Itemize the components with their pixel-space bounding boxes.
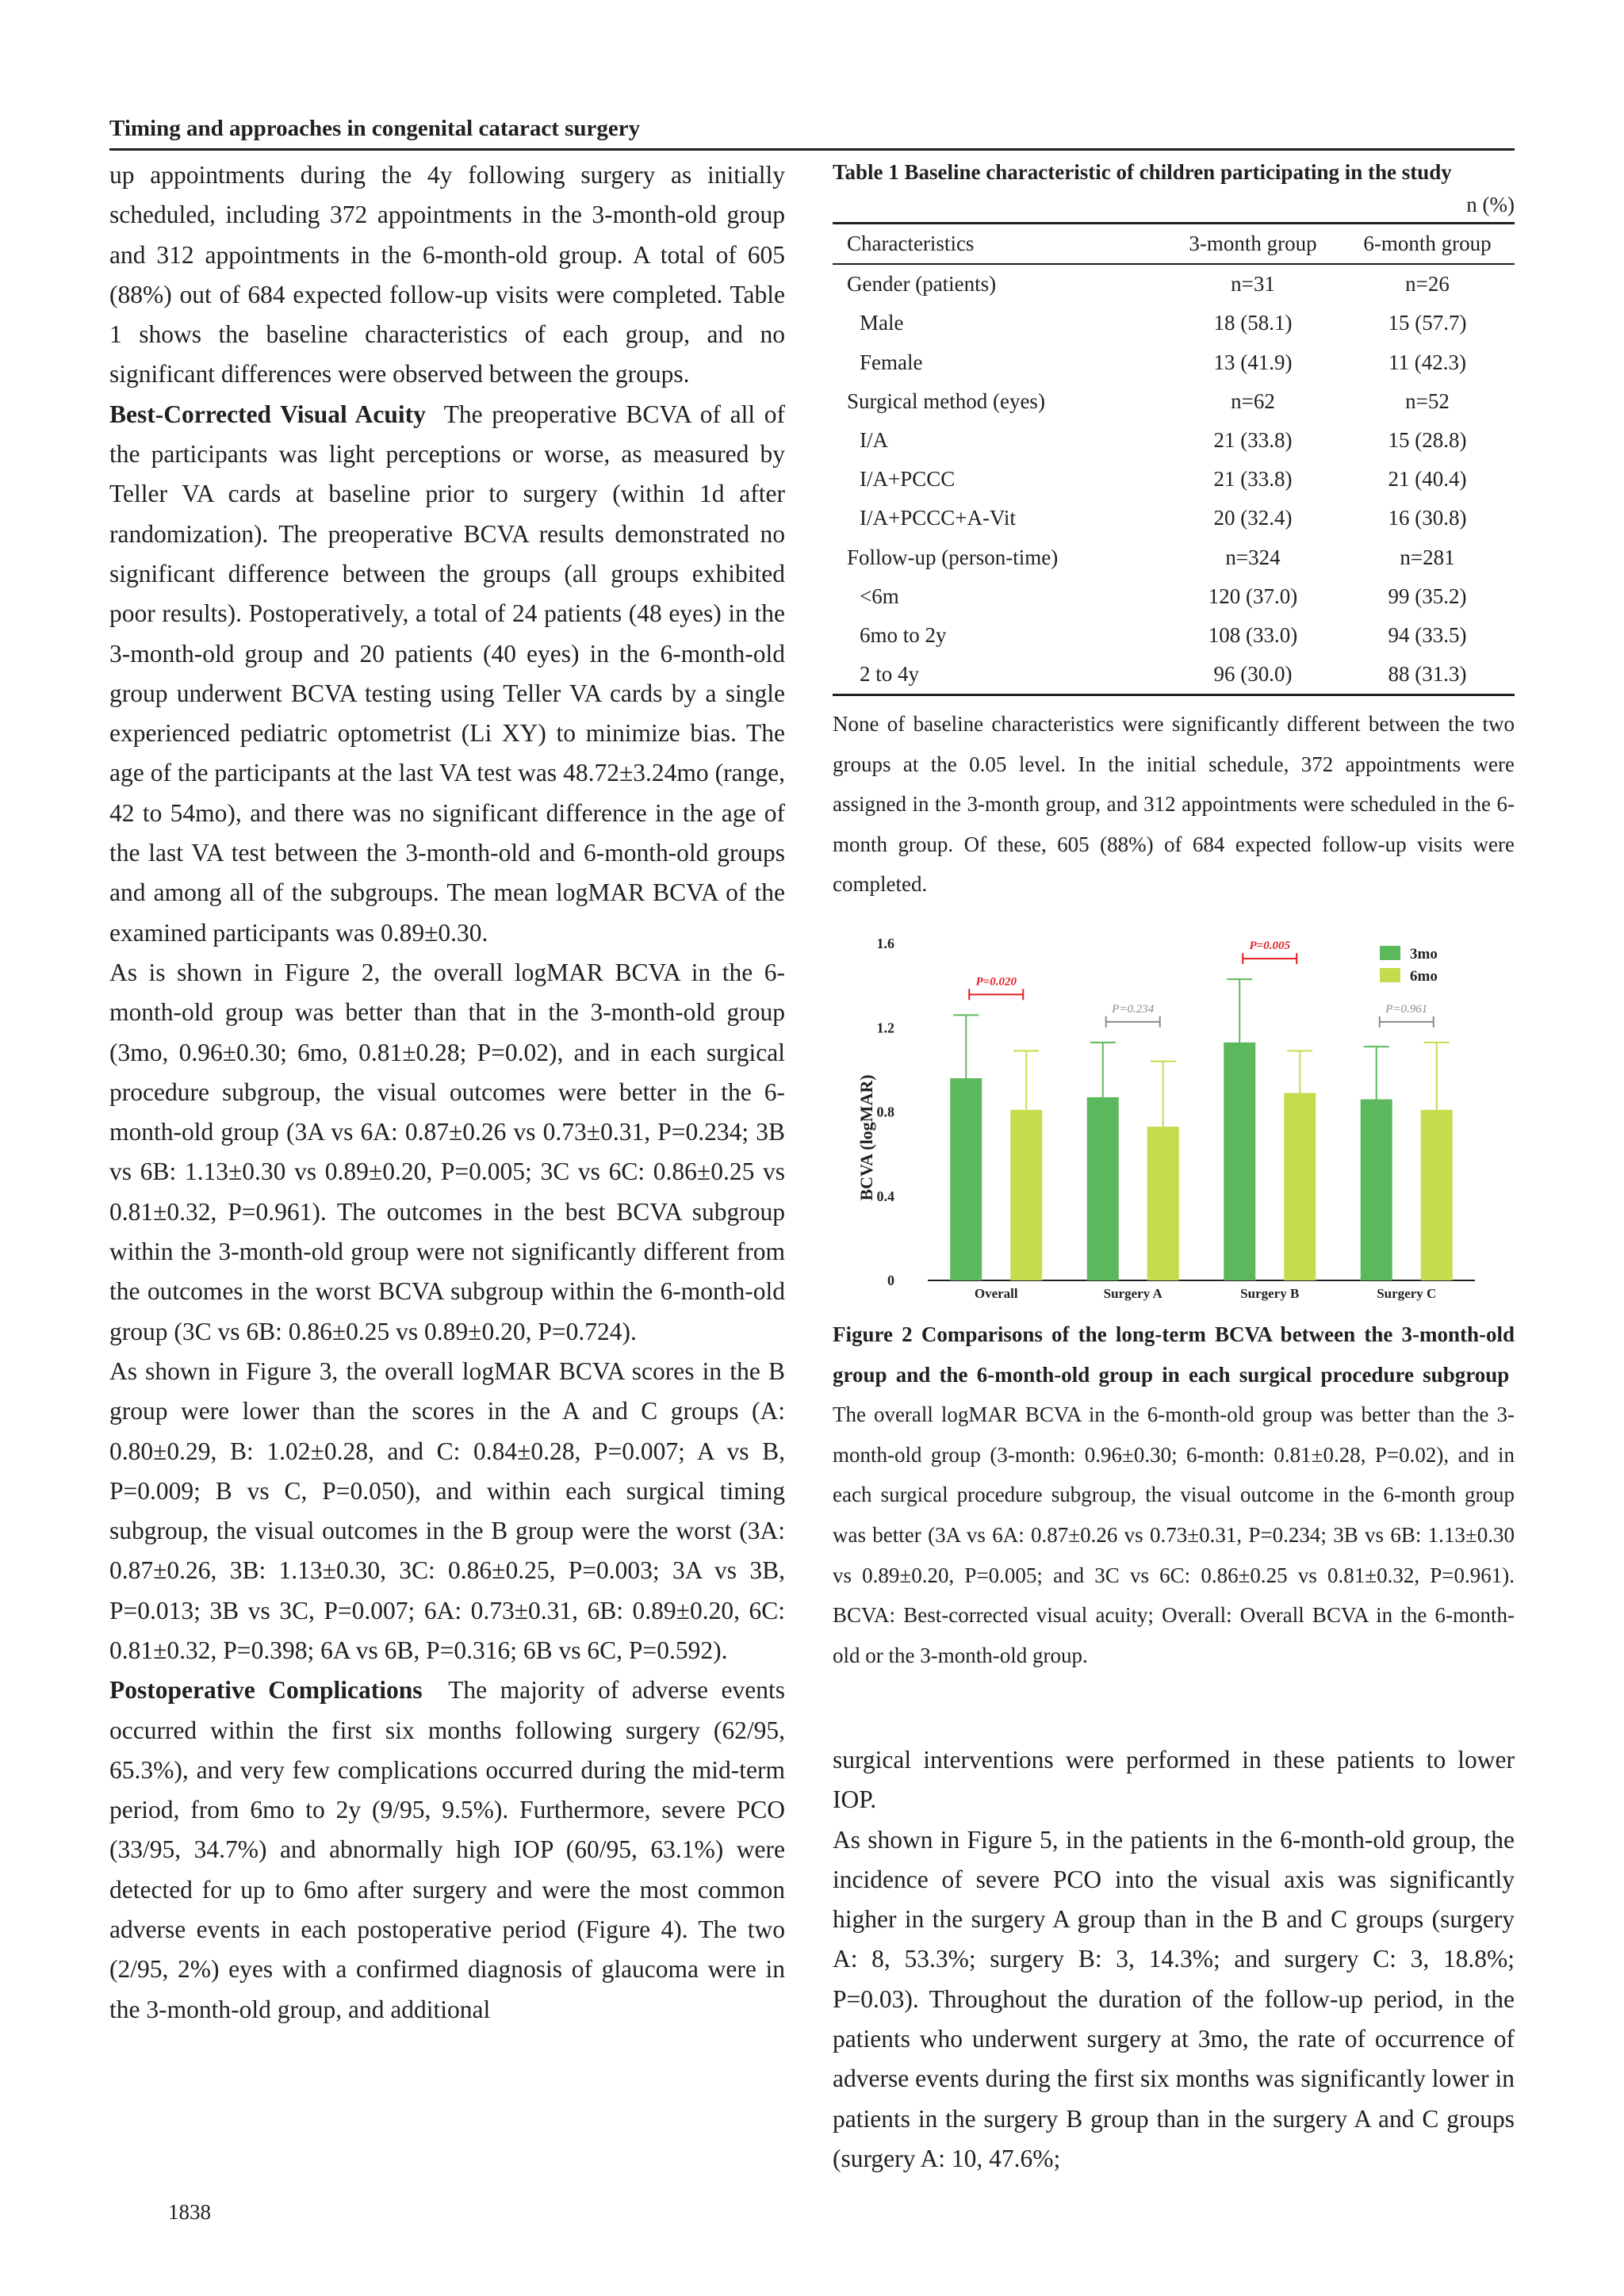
- figure-caption: [833, 1314, 1515, 1675]
- table-cell: 99 (35.2): [1388, 584, 1467, 608]
- table-row: [833, 304, 1515, 342]
- table-row: [833, 499, 1515, 538]
- table-cell: 88 (31.3): [1388, 662, 1467, 687]
- table-cell: n=31: [1231, 272, 1275, 297]
- table-row: [833, 538, 1515, 577]
- caption-body: The overall logMAR BCVA in the 6-month-old group was better than the 3-month-old group (3-month: 0.96±0.30; 6-month: 0.81±0.28, P=0.02), and in each surgical procedure subgroup, the visual outcome in the 6-month group was better (3A vs 6A: 0.87±0.26 vs 0.73±0.31, P=0.234; 3B vs 6B: 1.13±0.30 vs 0.89±0.20, P=0.005; and 3C vs 6C: 0.86±0.25 vs 0.81±0.32, P=0.961). BCVA: Best-corrected visual acuity; Overall: Overall BCVA in the 6-month-old or the 3-month-old group.: [833, 1402, 1515, 1667]
- x-tick-label: Surgery C: [1377, 1286, 1437, 1301]
- table-cell: <6m: [860, 584, 899, 608]
- table-cell: 108 (33.0): [1208, 623, 1298, 648]
- bar-3mo: [950, 1078, 982, 1280]
- table-title: Table 1 Baseline characteristic of children participating in the study: [833, 160, 1452, 184]
- p-value-label: P=0.234: [1112, 1002, 1155, 1016]
- table-row: [833, 343, 1515, 382]
- table-cell: 6mo to 2y: [860, 623, 947, 648]
- table-cell: Follow-up (person-time): [847, 545, 1059, 569]
- x-tick-label: Overall: [974, 1286, 1018, 1301]
- y-tick-label: 0.4: [876, 1188, 894, 1204]
- table-cell: n=62: [1231, 388, 1275, 413]
- table-row: [833, 616, 1515, 655]
- paragraph: surgical interventions were performed in these patients to lower IOP.: [833, 1746, 1515, 1814]
- table-row: [833, 382, 1515, 421]
- table-cell: 15 (57.7): [1388, 311, 1467, 335]
- paragraph-body: The preoperative BCVA of all of the participants was light perceptions or worse, as measured by Teller VA cards at baseline prior to surgery (within 1d after randomization). The preoperative BCVA results demonstrated no significant difference between the groups (all groups exhibited poor results). Postoperatively, a total of 24 patients (48 eyes) in the 3-month-old group and 20 patients (40 eyes) in the 6-month-old group underwent BCVA testing using Teller VA cards by a single experienced pediatric optometrist (Li XY) to minimize bias. The age of the participants at the last VA test was 48.72±3.24mo (range, 42 to 54mo), and there was no significant difference in the age of the last VA test between the 3-month-old and 6-month-old groups and among all of the subgroups. The mean logMAR BCVA of the examined participants was 0.89±0.30.: [109, 400, 785, 947]
- table-cell: 13 (41.9): [1213, 350, 1293, 374]
- table-cell: n=281: [1400, 545, 1455, 569]
- table-row: [833, 460, 1515, 499]
- table-1: [833, 155, 1515, 905]
- y-axis-label: BCVA (logMAR): [856, 1074, 876, 1201]
- table-cell: 21 (33.8): [1213, 467, 1293, 492]
- y-tick-label: 0: [887, 1272, 894, 1288]
- table-row: [833, 421, 1515, 460]
- table-cell: 15 (28.8): [1388, 428, 1467, 453]
- section-heading: Postoperative Complications: [109, 1676, 423, 1705]
- running-title: Timing and approaches in congenital cataract surgery: [109, 116, 1515, 151]
- x-tick-label: Surgery B: [1240, 1286, 1300, 1301]
- p-value-label: P=0.961: [1385, 1002, 1428, 1016]
- table-cell: 16 (30.8): [1388, 506, 1467, 530]
- legend-swatch-3mo: [1380, 946, 1400, 960]
- legend-label: 6mo: [1410, 968, 1438, 985]
- figure-2-chart: [848, 932, 1515, 1304]
- paragraph: up appointments during the 4y following surgery as initially scheduled, including 372 appointments in the 3-month-old group and 312 appointments in the 6-month-old group. A total of 605 (88%) out of 684 expected follow-up visits were completed. Table 1 shows the baseline characteristics of each group, and no significant differences were observed between the groups.: [109, 161, 785, 388]
- table-cell: 120 (37.0): [1208, 584, 1298, 608]
- y-tick-label: 0.8: [876, 1104, 894, 1120]
- x-tick-label: Surgery A: [1103, 1286, 1162, 1301]
- caption-heading: Figure 2 Comparisons of the long-term BCVA between the 3-month-old group and the 6-month-old group in each surgical procedure subgroup: [833, 1322, 1515, 1387]
- paragraph: [109, 395, 785, 953]
- section-heading: Best-Corrected Visual Acuity: [109, 400, 426, 428]
- table-cell: 2 to 4y: [860, 662, 920, 687]
- table-cell: 20 (32.4): [1213, 506, 1293, 530]
- table-row: [833, 655, 1515, 695]
- p-value-label: P=0.005: [1249, 939, 1290, 953]
- bar-6mo: [1147, 1127, 1179, 1280]
- table-cell: I/A: [860, 428, 888, 453]
- bar-6mo: [1284, 1093, 1316, 1280]
- table-row: [833, 264, 1515, 304]
- table-cell: n=26: [1405, 272, 1450, 297]
- page-number: 1838: [168, 2200, 211, 2224]
- paragraph: [109, 1670, 785, 2030]
- paragraph: As shown in Figure 5, in the patients in the 6-month-old group, the incidence of severe PCO into the visual axis was significantly higher in the surgery A group than in the B and C groups (surgery A: 8, 53.3%; surgery B: 3, 14.3%; and surgery C: 3, 18.8%; P=0.03). Throughout the duration of the follow-up period, in the patients who underwent surgery at 3mo, the rate of occurrence of adverse events during the first six months was significantly lower in patients in the surgery B group than in the surgery A and C groups (surgery A: 10, 47.6%;: [833, 1825, 1515, 2172]
- table-footnote: None of baseline characteristics were significantly different between the two groups at the 0.05 level. In the initial schedule, 372 appointments were assigned in the 3-month group, and 312 appointments were scheduled in the 6-month group. Of these, 605 (88%) of 684 expected follow-up visits were completed.: [833, 712, 1515, 897]
- table-cell: 11 (42.3): [1388, 350, 1466, 374]
- y-tick-label: 1.2: [876, 1020, 894, 1036]
- column-header: 6-month group: [1363, 232, 1492, 255]
- table-cell: 18 (58.1): [1213, 311, 1293, 335]
- paragraph: As shown in Figure 3, the overall logMAR BCVA scores in the B group were lower than the scores in the A and C groups (A: 0.80±0.29, B: 1.02±0.28, and C: 0.84±0.28, P=0.007; A vs B, P=0.009; B vs C, P=0.050), and within each surgical timing subgroup, the visual outcomes in the B group were the worst (3A: 0.87±0.26, 3B: 1.13±0.30, 3C: 0.86±0.25, P=0.003; 3A vs 3B, P=0.013; 3B vs 3C, P=0.007; 6A: 0.73±0.31, 6B: 0.89±0.20, 6C: 0.81±0.32, P=0.398; 6A vs 6B, P=0.316; 6B vs 6C, P=0.592).: [109, 1357, 785, 1664]
- bar-3mo: [1224, 1043, 1255, 1280]
- right-column-text: [833, 1740, 1515, 2179]
- legend-swatch-6mo: [1380, 968, 1400, 982]
- paragraph-body: The majority of adverse events occurred within the first six months following surgery (62/95, 65.3%), and very few complications occurred during the mid-term period, from 6mo to 2y (9/95, 9.5%). Furthermore, severe PCO (33/95, 34.7%) and abnormally high IOP (60/95, 63.1%) were detected for up to 6mo after surgery and were the most common adverse events in each postoperative period (Figure 4). The two (2/95, 2%) eyes with a confirmed diagnosis of glaucoma were in the 3-month-old group, and additional: [109, 1676, 785, 2023]
- bar-6mo: [1421, 1110, 1453, 1280]
- plot-area: [877, 936, 1476, 1301]
- bar-chart: [848, 932, 1515, 1304]
- paragraph: As is shown in Figure 2, the overall logMAR BCVA in the 6-month-old group was better than that in the 3-month-old group (3mo, 0.96±0.30; 6mo, 0.81±0.28; P=0.02), and in each surgical procedure subgroup, the visual outcomes were better in the 6-month-old group (3A vs 6A: 0.87±0.26 vs 0.73±0.31, P=0.234; 3B vs 6B: 1.13±0.30 vs 0.89±0.20, P=0.005; 3C vs 6C: 0.86±0.25 vs 0.81±0.32, P=0.961). The outcomes in the best BCVA subgroup within the 3-month-old group were not significantly different from the outcomes in the worst BCVA subgroup within the 6-month-old group (3C vs 6B: 0.86±0.25 vs 0.89±0.20, P=0.724).: [109, 958, 785, 1345]
- table-cell: Female: [860, 350, 923, 374]
- table-cell: 94 (33.5): [1388, 623, 1467, 648]
- baseline-table: [833, 222, 1515, 696]
- bar-6mo: [1010, 1110, 1042, 1280]
- table-row: [833, 577, 1515, 616]
- left-column: [109, 155, 785, 2030]
- bar-3mo: [1087, 1097, 1119, 1280]
- table-unit: n (%): [1466, 193, 1515, 216]
- legend-label: 3mo: [1410, 946, 1438, 962]
- table-cell: Male: [860, 311, 904, 335]
- y-tick-label: 1.6: [876, 936, 894, 951]
- column-header: Characteristics: [847, 232, 975, 255]
- table-cell: 21 (33.8): [1213, 428, 1293, 453]
- table-cell: 21 (40.4): [1388, 467, 1467, 492]
- table-cell: n=52: [1405, 388, 1450, 413]
- table-cell: Surgical method (eyes): [847, 388, 1045, 413]
- table-cell: I/A+PCCC: [860, 467, 956, 492]
- table-cell: 96 (30.0): [1213, 662, 1293, 687]
- table-cell: n=324: [1225, 545, 1281, 569]
- column-header: 3-month group: [1189, 232, 1317, 255]
- table-cell: I/A+PCCC+A-Vit: [860, 506, 1016, 530]
- table-header-row: [833, 224, 1515, 265]
- table-cell: Gender (patients): [847, 272, 997, 297]
- bar-3mo: [1361, 1100, 1392, 1280]
- p-value-label: P=0.020: [975, 975, 1017, 989]
